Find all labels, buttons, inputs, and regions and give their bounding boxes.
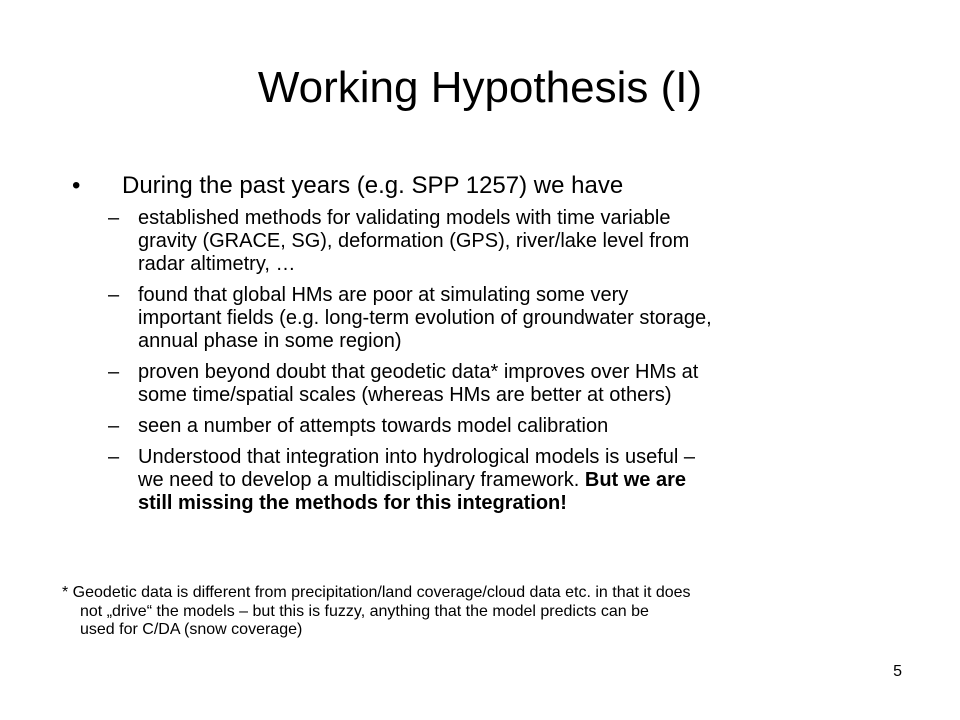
sub-bullet-line: found that global HMs are poor at simulating some very	[138, 284, 629, 306]
sub-bullet-list	[108, 207, 918, 523]
sub-bullet-line: annual phase in some region)	[138, 330, 402, 352]
sub-bullet-line: some time/spatial scales (whereas HMs are better at others)	[138, 384, 672, 406]
footnote-line: used for C/DA (snow coverage)	[80, 621, 303, 638]
slide-title: Working Hypothesis (I)	[257, 63, 703, 112]
footnote-line: not „drive“ the models – but this is fuzzy, anything that the model predicts can be	[80, 602, 649, 620]
sub-bullet-line: gravity (GRACE, SG), deformation (GPS), river/lake level from	[138, 230, 690, 252]
emphasis-text: But we are	[584, 469, 687, 491]
footnote-line: * Geodetic data is different from precipitation/land coverage/cloud data etc. in that it does	[62, 584, 691, 601]
sub-bullet-item	[108, 361, 918, 407]
sub-bullet-line: proven beyond doubt that geodetic data* improves over HMs at	[138, 361, 699, 383]
sub-bullet-line: radar altimetry, …	[138, 253, 296, 275]
dash-marker: –	[108, 446, 120, 468]
bullet-text: During the past years (e.g. SPP 1257) we have	[122, 172, 624, 199]
dash-marker: –	[108, 415, 120, 437]
page-number: 5	[893, 663, 902, 680]
dash-marker: –	[108, 361, 120, 383]
sub-bullet-item	[108, 207, 918, 276]
sub-bullet-item	[108, 446, 918, 515]
bullet-marker: •	[72, 172, 81, 199]
sub-bullet-item	[108, 415, 918, 438]
dash-marker: –	[108, 207, 120, 229]
emphasis-text: still missing the methods for this integration!	[138, 492, 567, 514]
sub-bullet-item	[108, 284, 918, 353]
sub-bullet-line: established methods for validating models with time variable	[138, 207, 671, 229]
sub-bullet-line: Understood that integration into hydrological models is useful –	[138, 446, 695, 468]
footnote	[62, 584, 912, 640]
sub-bullet-line: seen a number of attempts towards model calibration	[138, 415, 609, 437]
dash-marker: –	[108, 284, 120, 306]
sub-bullet-line: important fields (e.g. long-term evolution of groundwater storage,	[138, 307, 712, 329]
sub-bullet-line: we need to develop a multidisciplinary framework.	[138, 469, 585, 491]
